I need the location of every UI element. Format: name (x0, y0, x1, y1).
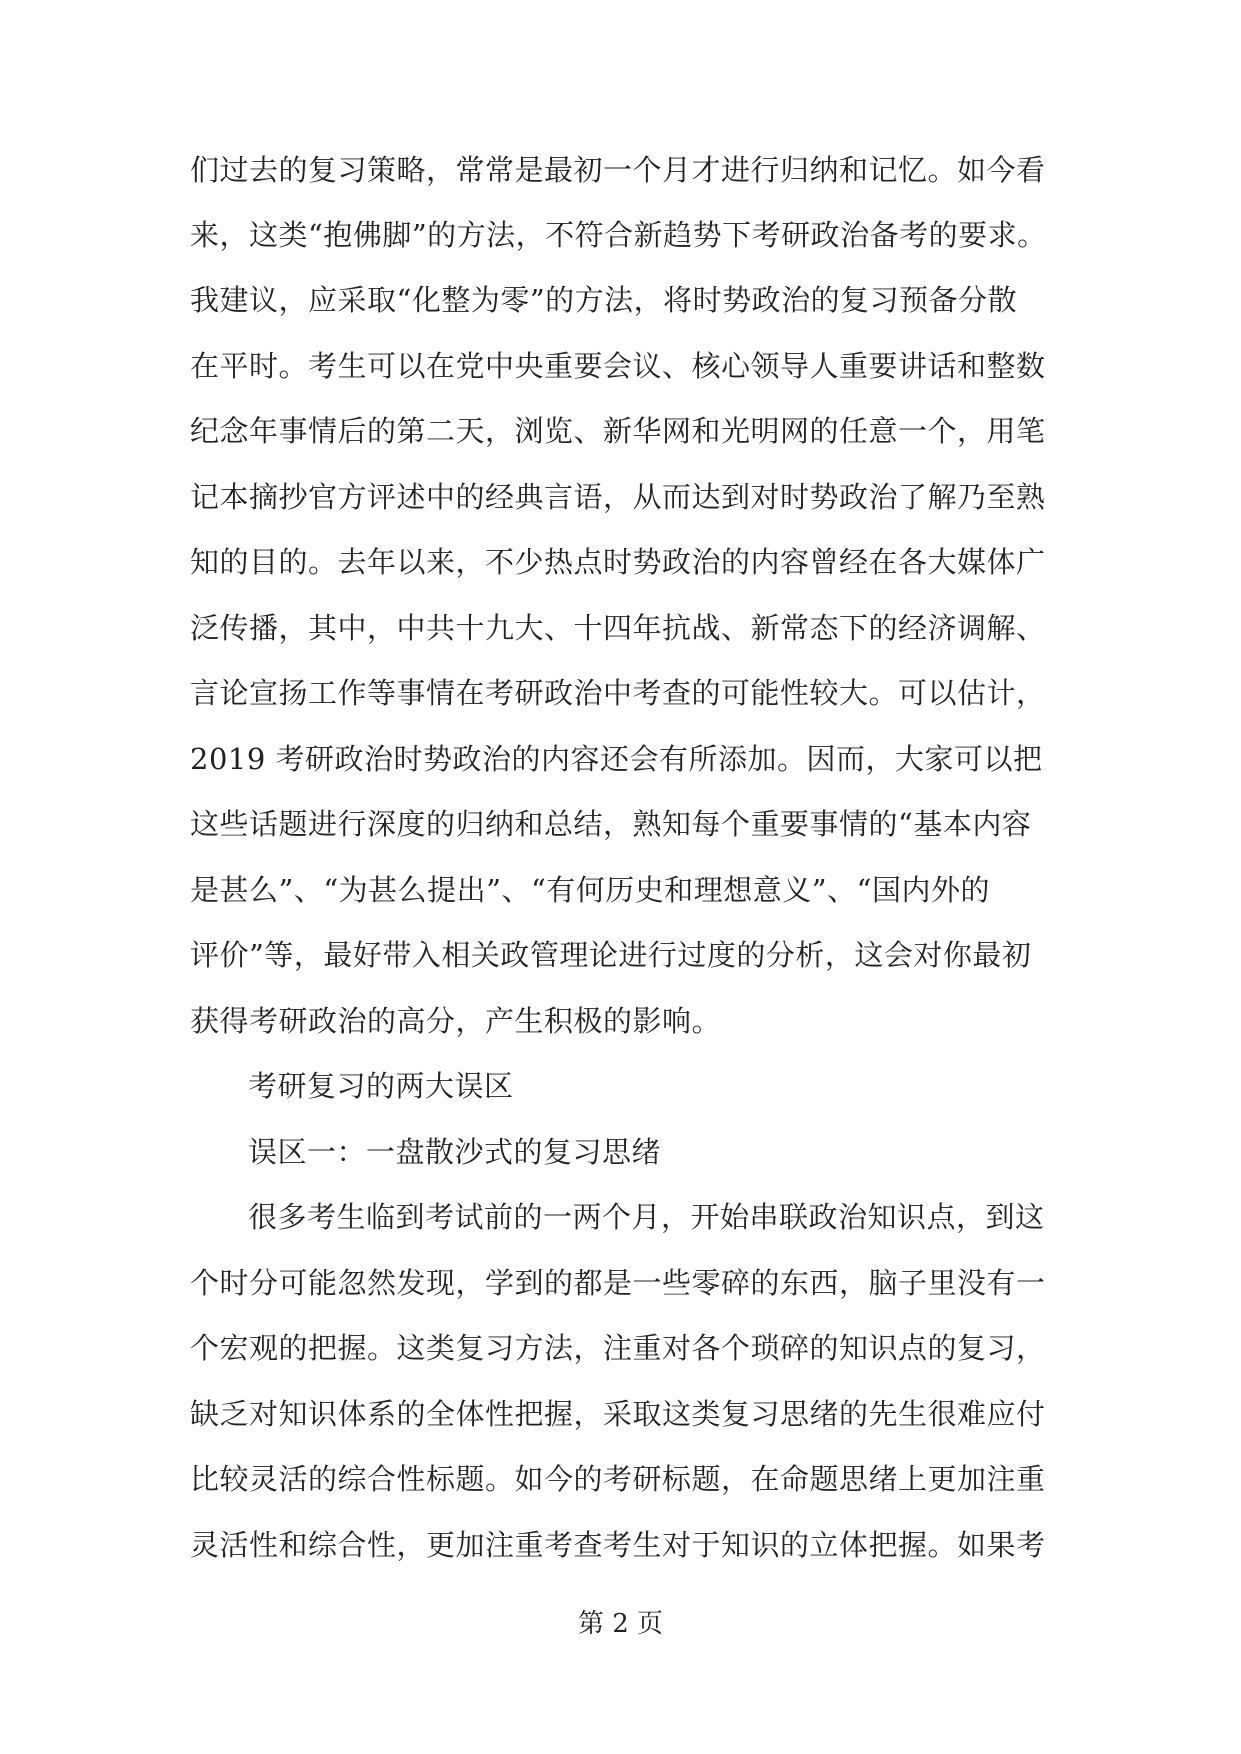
body-line: 言论宣扬工作等事情在考研政治中考查的可能性较大。可以估计， (190, 676, 1046, 710)
section-heading: 考研复习的两大误区 (248, 1069, 514, 1103)
body-line: 记本摘抄官方评述中的经典言语，从而达到对时势政治了解乃至熟 (190, 480, 1046, 514)
section-subheading: 误区一：一盘散沙式的复习思绪 (248, 1135, 662, 1169)
body-line: 这些话题进行深度的归纳和总结，熟知每个重要事情的“基本内容 (190, 807, 1032, 841)
body-line: 知的目的。去年以来，不少热点时势政治的内容曾经在各大媒体广 (190, 545, 1046, 579)
body-line: 缺乏对知识体系的全体性把握，采取这类复习思绪的先生很难应付 (190, 1397, 1046, 1431)
body-line: 很多考生临到考试前的一两个月，开始串联政治知识点，到这 (248, 1200, 1045, 1234)
body-line: 个时分可能忽然发现，学到的都是一些零碎的东西，脑子里没有一 (190, 1266, 1046, 1300)
body-line: 比较灵活的综合性标题。如今的考研标题，在命题思绪上更加注重 (190, 1462, 1046, 1496)
body-line: 来，这类“抱佛脚”的方法，不符合新趋势下考研政治备考的要求。 (190, 218, 1047, 252)
body-line: 我建议，应采取“化整为零”的方法，将时势政治的复习预备分散 (190, 283, 1018, 317)
body-line: 们过去的复习策略，常常是最初一个月才进行归纳和记忆。如今看 (190, 153, 1046, 187)
body-line: 纪念年事情后的第二天，浏览、新华网和光明网的任意一个，用笔 (190, 414, 1046, 448)
body-line: 灵活性和综合性，更加注重考查考生对于知识的立体把握。如果考 (190, 1528, 1046, 1562)
body-line: 获得考研政治的高分，产生积极的影响。 (190, 1004, 722, 1038)
body-line: 在平时。考生可以在党中央重要会议、核心领导人重要讲话和整数 (190, 349, 1046, 383)
body-line: 个宏观的把握。这类复习方法，注重对各个琐碎的知识点的复习， (190, 1331, 1046, 1365)
body-line: 是甚么”、“为甚么提出”、“有何历史和理想意义”、“国内外的 (190, 873, 990, 907)
body-line: 评价”等，最好带入相关政管理论进行过度的分析，这会对你最初 (190, 938, 1032, 972)
body-line: 2019 考研政治时势政治的内容还会有所添加。因而，大家可以把 (190, 742, 1043, 776)
page-number: 第 2 页 (577, 1609, 664, 1639)
body-line: 泛传播，其中，中共十九大、十四年抗战、新常态下的经济调解、 (190, 611, 1046, 645)
